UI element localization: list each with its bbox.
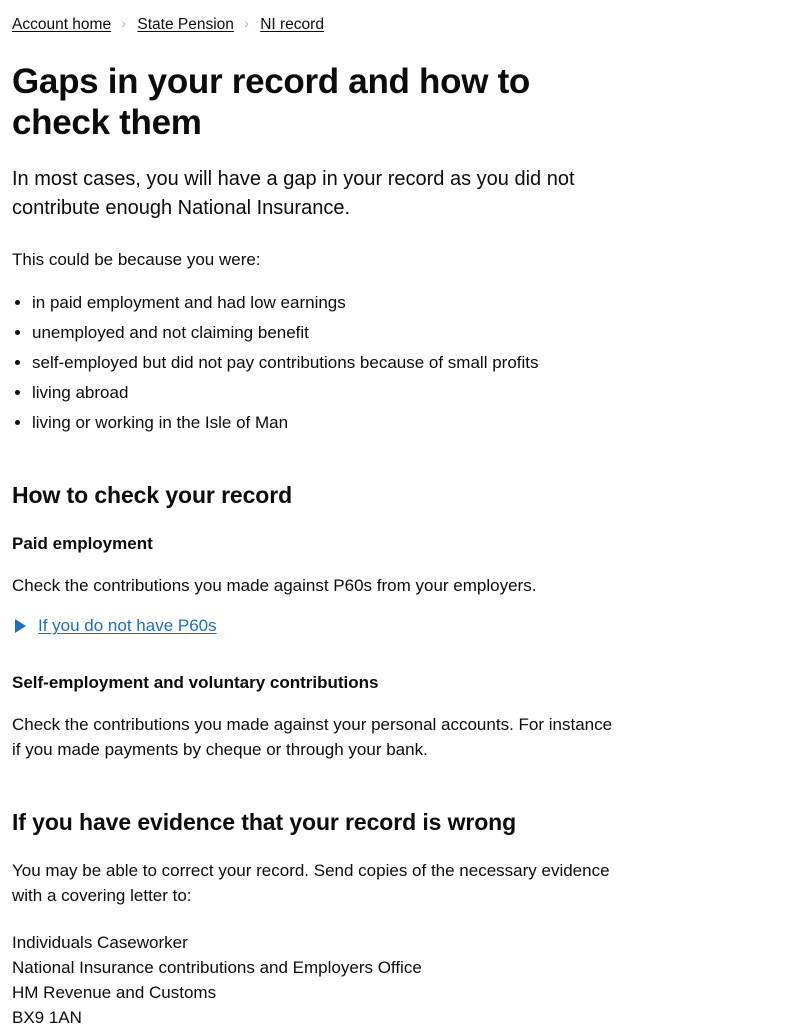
chevron-right-icon: › (121, 15, 127, 31)
list-item: • living or working in the Isle of Man (32, 410, 628, 435)
details-summary-p60s[interactable] (12, 614, 217, 638)
spacer (12, 694, 628, 712)
lead-paragraph: In most cases, you will have a gap in your record as you did not contribute enough National Insurance. (12, 168, 575, 219)
details-disclosure-p60s[interactable] (12, 614, 628, 638)
section-how-to-check (12, 481, 628, 762)
spacer (12, 223, 628, 247)
main-content (12, 61, 628, 1030)
spacer (12, 555, 628, 573)
section-evidence-wrong (12, 808, 628, 1030)
evidence-paragraph: You may be able to correct your record. Send copies of the necessary evidence with a covering letter to: (12, 861, 610, 905)
self-employment-paragraph: Check the contributions you made against your personal accounts. For instance if you made payments by cheque or through your bank. (12, 715, 613, 759)
chevron-right-icon: › (244, 15, 249, 31)
spacer (12, 762, 628, 808)
spacer (12, 435, 628, 481)
spacer (12, 638, 628, 672)
details-summary-label: If you do not have P60s (38, 616, 217, 635)
list-item: • unemployed and not claiming benefit (32, 320, 628, 345)
reasons-intro-paragraph: This could be because you were: (12, 250, 261, 269)
address-line: HM Revenue and Customs (12, 983, 217, 1002)
sub-heading-paid-employment: Paid employment (12, 534, 153, 553)
spacer (12, 836, 628, 858)
spacer (12, 509, 628, 533)
section-heading-how-to-check: How to check your record (12, 482, 293, 508)
list-item: • in paid employment and had low earnings (32, 290, 628, 315)
reasons-list (12, 290, 628, 435)
section-heading-evidence-wrong: If you have evidence that your record is wrong (12, 809, 517, 835)
spacer (12, 908, 628, 930)
list-item: • living abroad (32, 380, 628, 405)
breadcrumb-item-state-pension[interactable]: State Pension (137, 16, 234, 33)
address-line: Individuals Caseworker (12, 933, 188, 952)
address-block (12, 930, 628, 1030)
list-item: • self-employed but did not pay contributions because of small profits (32, 350, 628, 375)
address-line: National Insurance contributions and Employers Office (12, 958, 422, 977)
paid-employment-paragraph: Check the contributions you made against P60s from your employers. (12, 576, 537, 595)
breadcrumb-item-account-home[interactable]: Account home (12, 16, 112, 33)
breadcrumb-item-ni-record[interactable]: NI record (260, 16, 324, 33)
triangle-right-icon (15, 619, 26, 633)
spacer (12, 272, 628, 290)
spacer (12, 598, 628, 614)
address-line: BX9 1AN (12, 1008, 82, 1027)
page-title: Gaps in your record and how to check them (12, 62, 530, 142)
breadcrumb (12, 0, 775, 35)
sub-heading-self-employment: Self-employment and voluntary contributions (12, 673, 379, 692)
